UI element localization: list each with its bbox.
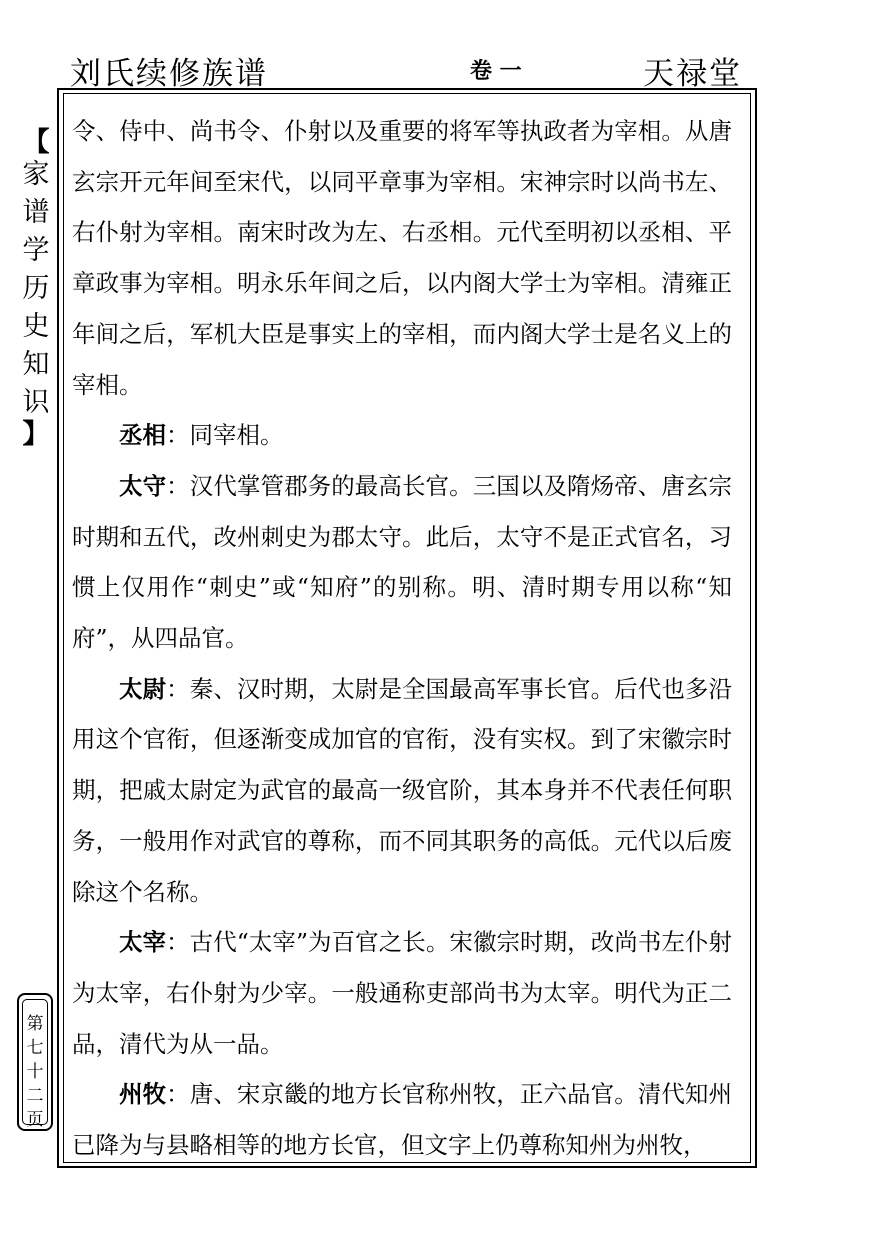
entry-taizai bbox=[72, 917, 732, 1069]
page-number-box bbox=[17, 993, 53, 1131]
page-number-char: 十 bbox=[26, 1062, 44, 1082]
page-number-char: 二 bbox=[26, 1086, 44, 1106]
side-tab-char: 知 bbox=[22, 349, 50, 380]
entry-body: ：汉代掌管郡务的最高长官。三国以及隋炀帝、唐玄宗时期和五代，改州刺史为郡太守。此后，太守不是正式官名，习惯上仅用作“刺史”或“知府”的别称。明、清时期专用以称“知府”，从四品官。 bbox=[72, 471, 733, 653]
entry-taiwei bbox=[72, 664, 732, 918]
entry-zhoumu bbox=[72, 1069, 732, 1170]
side-tab-char: 历 bbox=[22, 273, 50, 304]
entry-term: 太守 bbox=[119, 471, 167, 500]
side-tab-char: 识 bbox=[22, 387, 50, 418]
page-number-inner bbox=[22, 999, 48, 1130]
entry-taishou bbox=[72, 461, 732, 664]
page-number-char: 七 bbox=[26, 1038, 44, 1058]
entry-body: ：同宰相。 bbox=[166, 421, 284, 450]
entry-term: 太尉 bbox=[119, 674, 167, 703]
entry-body: ：秦、汉时期，太尉是全国最高军事长官。后代也多沿用这个官衔，但逐渐变成加官的官衔，没有实权。到了宋徽宗时期，把戚太尉定为武官的最高一级官阶，其本身并不代表任何职务，一般用作对武官的尊称，而不同其职务的高低。元代以后废除这个名称。 bbox=[72, 674, 733, 906]
entry-body: ：古代“太宰”为百官之长。宋徽宗时期，改尚书左仆射为太宰，右仆射为少宰。一般通称吏部尚书为太宰。明代为正二品，清代为从一品。 bbox=[72, 928, 733, 1058]
page-number-char: 第 bbox=[26, 1014, 44, 1034]
entry-term: 丞相 bbox=[119, 421, 166, 450]
side-section-tab bbox=[16, 127, 56, 450]
side-tab-close-bracket: 】 bbox=[22, 419, 50, 450]
side-tab-char: 家 bbox=[22, 159, 50, 190]
page-number-char: 页 bbox=[26, 1110, 44, 1130]
volume-label: 卷 一 bbox=[470, 58, 522, 84]
entry-term: 太宰 bbox=[119, 928, 167, 957]
body-text bbox=[72, 106, 732, 1171]
side-tab-char: 学 bbox=[22, 235, 50, 266]
entry-body: ：唐、宋京畿的地方长官称州牧，正六品官。清代知州已降为与县略相等的地方长官，但文字上仍尊称知州为州牧， bbox=[72, 1080, 733, 1160]
genealogy-title: 刘氏续修族谱 bbox=[70, 56, 268, 92]
side-tab-open-bracket: 【 bbox=[22, 127, 50, 158]
entry-term: 州牧 bbox=[119, 1080, 167, 1109]
hall-name: 天禄堂 bbox=[643, 56, 742, 92]
paragraph-body: 令、侍中、尚书令、仆射以及重要的将军等执政者为宰相。从唐玄宗开元年间至宋代，以同平章事为宰相。宋神宗时以尚书左、右仆射为宰相。南宋时改为左、右丞相。元代至明初以丞相、平章政事为宰相。明永乐年间之后，以内阁大学士为宰相。清雍正年间之后，军机大臣是事实上的宰相，而内阁大学士是名义上的宰相。 bbox=[72, 117, 732, 399]
side-tab-char: 史 bbox=[22, 311, 50, 342]
side-tab-char: 谱 bbox=[22, 197, 50, 228]
paragraph-chancellor-continued bbox=[72, 106, 732, 410]
page-header bbox=[60, 40, 760, 90]
entry-chengxiang bbox=[72, 410, 732, 461]
